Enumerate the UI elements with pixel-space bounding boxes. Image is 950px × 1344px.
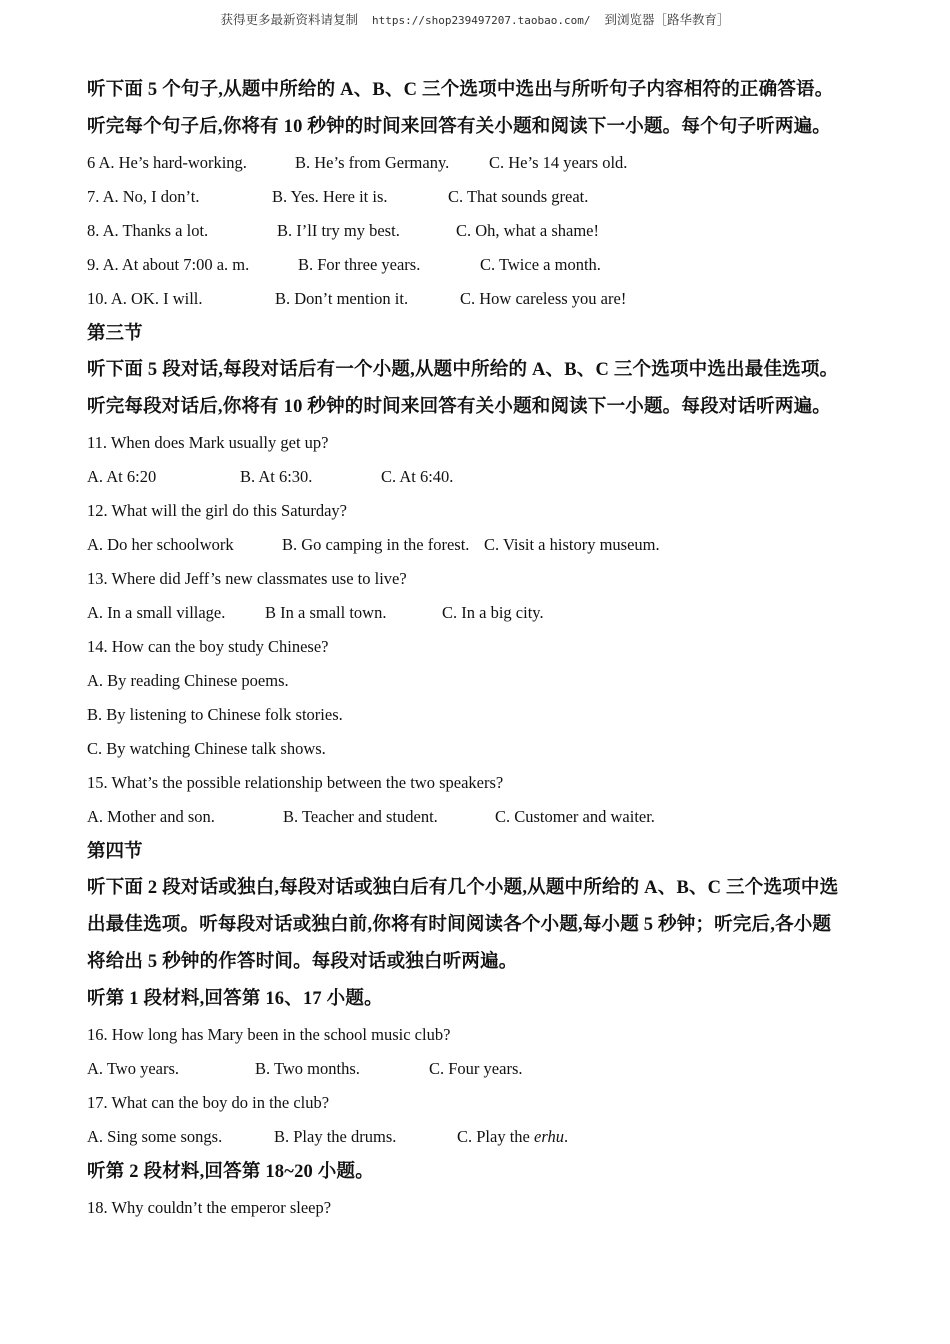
section4-title: 第四节 <box>87 842 143 862</box>
q15-options <box>87 800 857 834</box>
q15-option-c: C. Customer and waiter. <box>495 807 655 826</box>
q17-option-a: A. Sing some songs. <box>87 1127 223 1146</box>
q16-options <box>87 1052 857 1086</box>
q10-option-c: C. How careless you are! <box>460 289 627 308</box>
header-right-text: 到浏览器［路华教育］ <box>604 12 730 27</box>
q12-option-b: B. Go camping in the forest. <box>282 535 470 554</box>
q17-option-c-italic: erhu <box>534 1127 564 1146</box>
page-header <box>0 10 950 28</box>
q14-option-a: A. By reading Chinese poems. <box>87 671 289 690</box>
q13-option-a: A. In a small village. <box>87 603 226 622</box>
q9-option-b: B. For three years. <box>298 255 421 274</box>
q17-option-c-prefix: C. Play the <box>457 1127 534 1146</box>
q9-option-c: C. Twice a month. <box>480 255 601 274</box>
q9-option-a: 9. A. At about 7:00 a. m. <box>87 255 250 274</box>
q16-stem: 16. How long has Mary been in the school music club? <box>87 1025 451 1044</box>
q13-option-b: B In a small town. <box>265 603 387 622</box>
q18-stem: 18. Why couldn’t the emperor sleep? <box>87 1198 332 1217</box>
q15-stem: 15. What’s the possible relationship between the two speakers? <box>87 773 504 792</box>
q13-option-c: C. In a big city. <box>442 603 544 622</box>
question-8 <box>87 214 857 248</box>
q11-option-a: A. At 6:20 <box>87 467 157 486</box>
q14-option-c: C. By watching Chinese talk shows. <box>87 739 326 758</box>
section4-part1-heading: 听第 1 段材料,回答第 16、17 小题。 <box>87 989 383 1009</box>
section2-instruction-line2: 听完每个句子后,你将有 10 秒钟的时间来回答有关小题和阅读下一小题。每个句子听两遍。 <box>87 117 831 137</box>
q10-option-b: B. Don’t mention it. <box>275 289 409 308</box>
q11-stem: 11. When does Mark usually get up? <box>87 433 329 452</box>
q16-option-a: A. Two years. <box>87 1059 180 1078</box>
document-body <box>87 72 857 1225</box>
q17-stem: 17. What can the boy do in the club? <box>87 1093 330 1112</box>
q17-option-b: B. Play the drums. <box>274 1127 397 1146</box>
q13-stem: 13. Where did Jeff’s new classmates use to live? <box>87 569 407 588</box>
q7-option-c: C. That sounds great. <box>448 187 589 206</box>
q7-option-b: B. Yes. Here it is. <box>272 187 388 206</box>
q17-options <box>87 1120 857 1154</box>
q11-options <box>87 460 857 494</box>
q12-option-a: A. Do her schoolwork <box>87 535 234 554</box>
q12-stem: 12. What will the girl do this Saturday? <box>87 501 347 520</box>
q13-options <box>87 596 857 630</box>
question-7 <box>87 180 857 214</box>
q11-option-c: C. At 6:40. <box>381 467 454 486</box>
header-left-text: 获得更多最新资料请复制 <box>220 12 358 27</box>
q6-option-b: B. He’s from Germany. <box>295 153 450 172</box>
section4-part2-heading: 听第 2 段材料,回答第 18~20 小题。 <box>87 1162 374 1182</box>
q14-option-b: B. By listening to Chinese folk stories. <box>87 705 343 724</box>
q11-option-b: B. At 6:30. <box>240 467 313 486</box>
q10-option-a: 10. A. OK. I will. <box>87 289 203 308</box>
q12-options <box>87 528 857 562</box>
q15-option-b: B. Teacher and student. <box>283 807 438 826</box>
q15-option-a: A. Mother and son. <box>87 807 215 826</box>
q16-option-b: B. Two months. <box>255 1059 360 1078</box>
q16-option-c: C. Four years. <box>429 1059 523 1078</box>
section4-instruction-line1: 听下面 2 段对话或独白,每段对话或独白后有几个小题,从题中所给的 A、B、C 三个选项中选 <box>87 878 839 898</box>
question-10 <box>87 282 857 316</box>
q6-option-c: C. He’s 14 years old. <box>489 153 628 172</box>
section2-instruction-line1: 听下面 5 个句子,从题中所给的 A、B、C 三个选项中选出与所听句子内容相符的正确答语。 <box>87 80 834 100</box>
section3-instruction-line2: 听完每段对话后,你将有 10 秒钟的时间来回答有关小题和阅读下一小题。每段对话听两遍。 <box>87 397 831 417</box>
section4-instruction-line2: 出最佳选项。听每段对话或独白前,你将有时间阅读各个小题,每小题 5 秒钟；听完后,各小题 <box>87 915 832 935</box>
q14-stem: 14. How can the boy study Chinese? <box>87 637 329 656</box>
q8-option-c: C. Oh, what a shame! <box>456 221 599 240</box>
q17-option-c-suffix: . <box>563 1127 569 1146</box>
q7-option-a: 7. A. No, I don’t. <box>87 187 200 206</box>
q8-option-a: 8. A. Thanks a lot. <box>87 221 209 240</box>
section3-title: 第三节 <box>87 324 143 344</box>
section3-instruction-line1: 听下面 5 段对话,每段对话后有一个小题,从题中所给的 A、B、C 三个选项中选出最佳选项。 <box>87 360 839 380</box>
header-url[interactable]: https://shop239497207.taobao.com/ <box>371 14 591 27</box>
q17-option-c <box>457 1120 568 1154</box>
q8-option-b: B. I’lI try my best. <box>277 221 400 240</box>
q6-option-a: 6 A. He’s hard-working. <box>87 153 247 172</box>
question-9 <box>87 248 857 282</box>
section4-instruction-line3: 将给出 5 秒钟的作答时间。每段对话或独白听两遍。 <box>87 952 518 972</box>
question-6 <box>87 146 857 180</box>
q12-option-c: C. Visit a history museum. <box>484 535 660 554</box>
